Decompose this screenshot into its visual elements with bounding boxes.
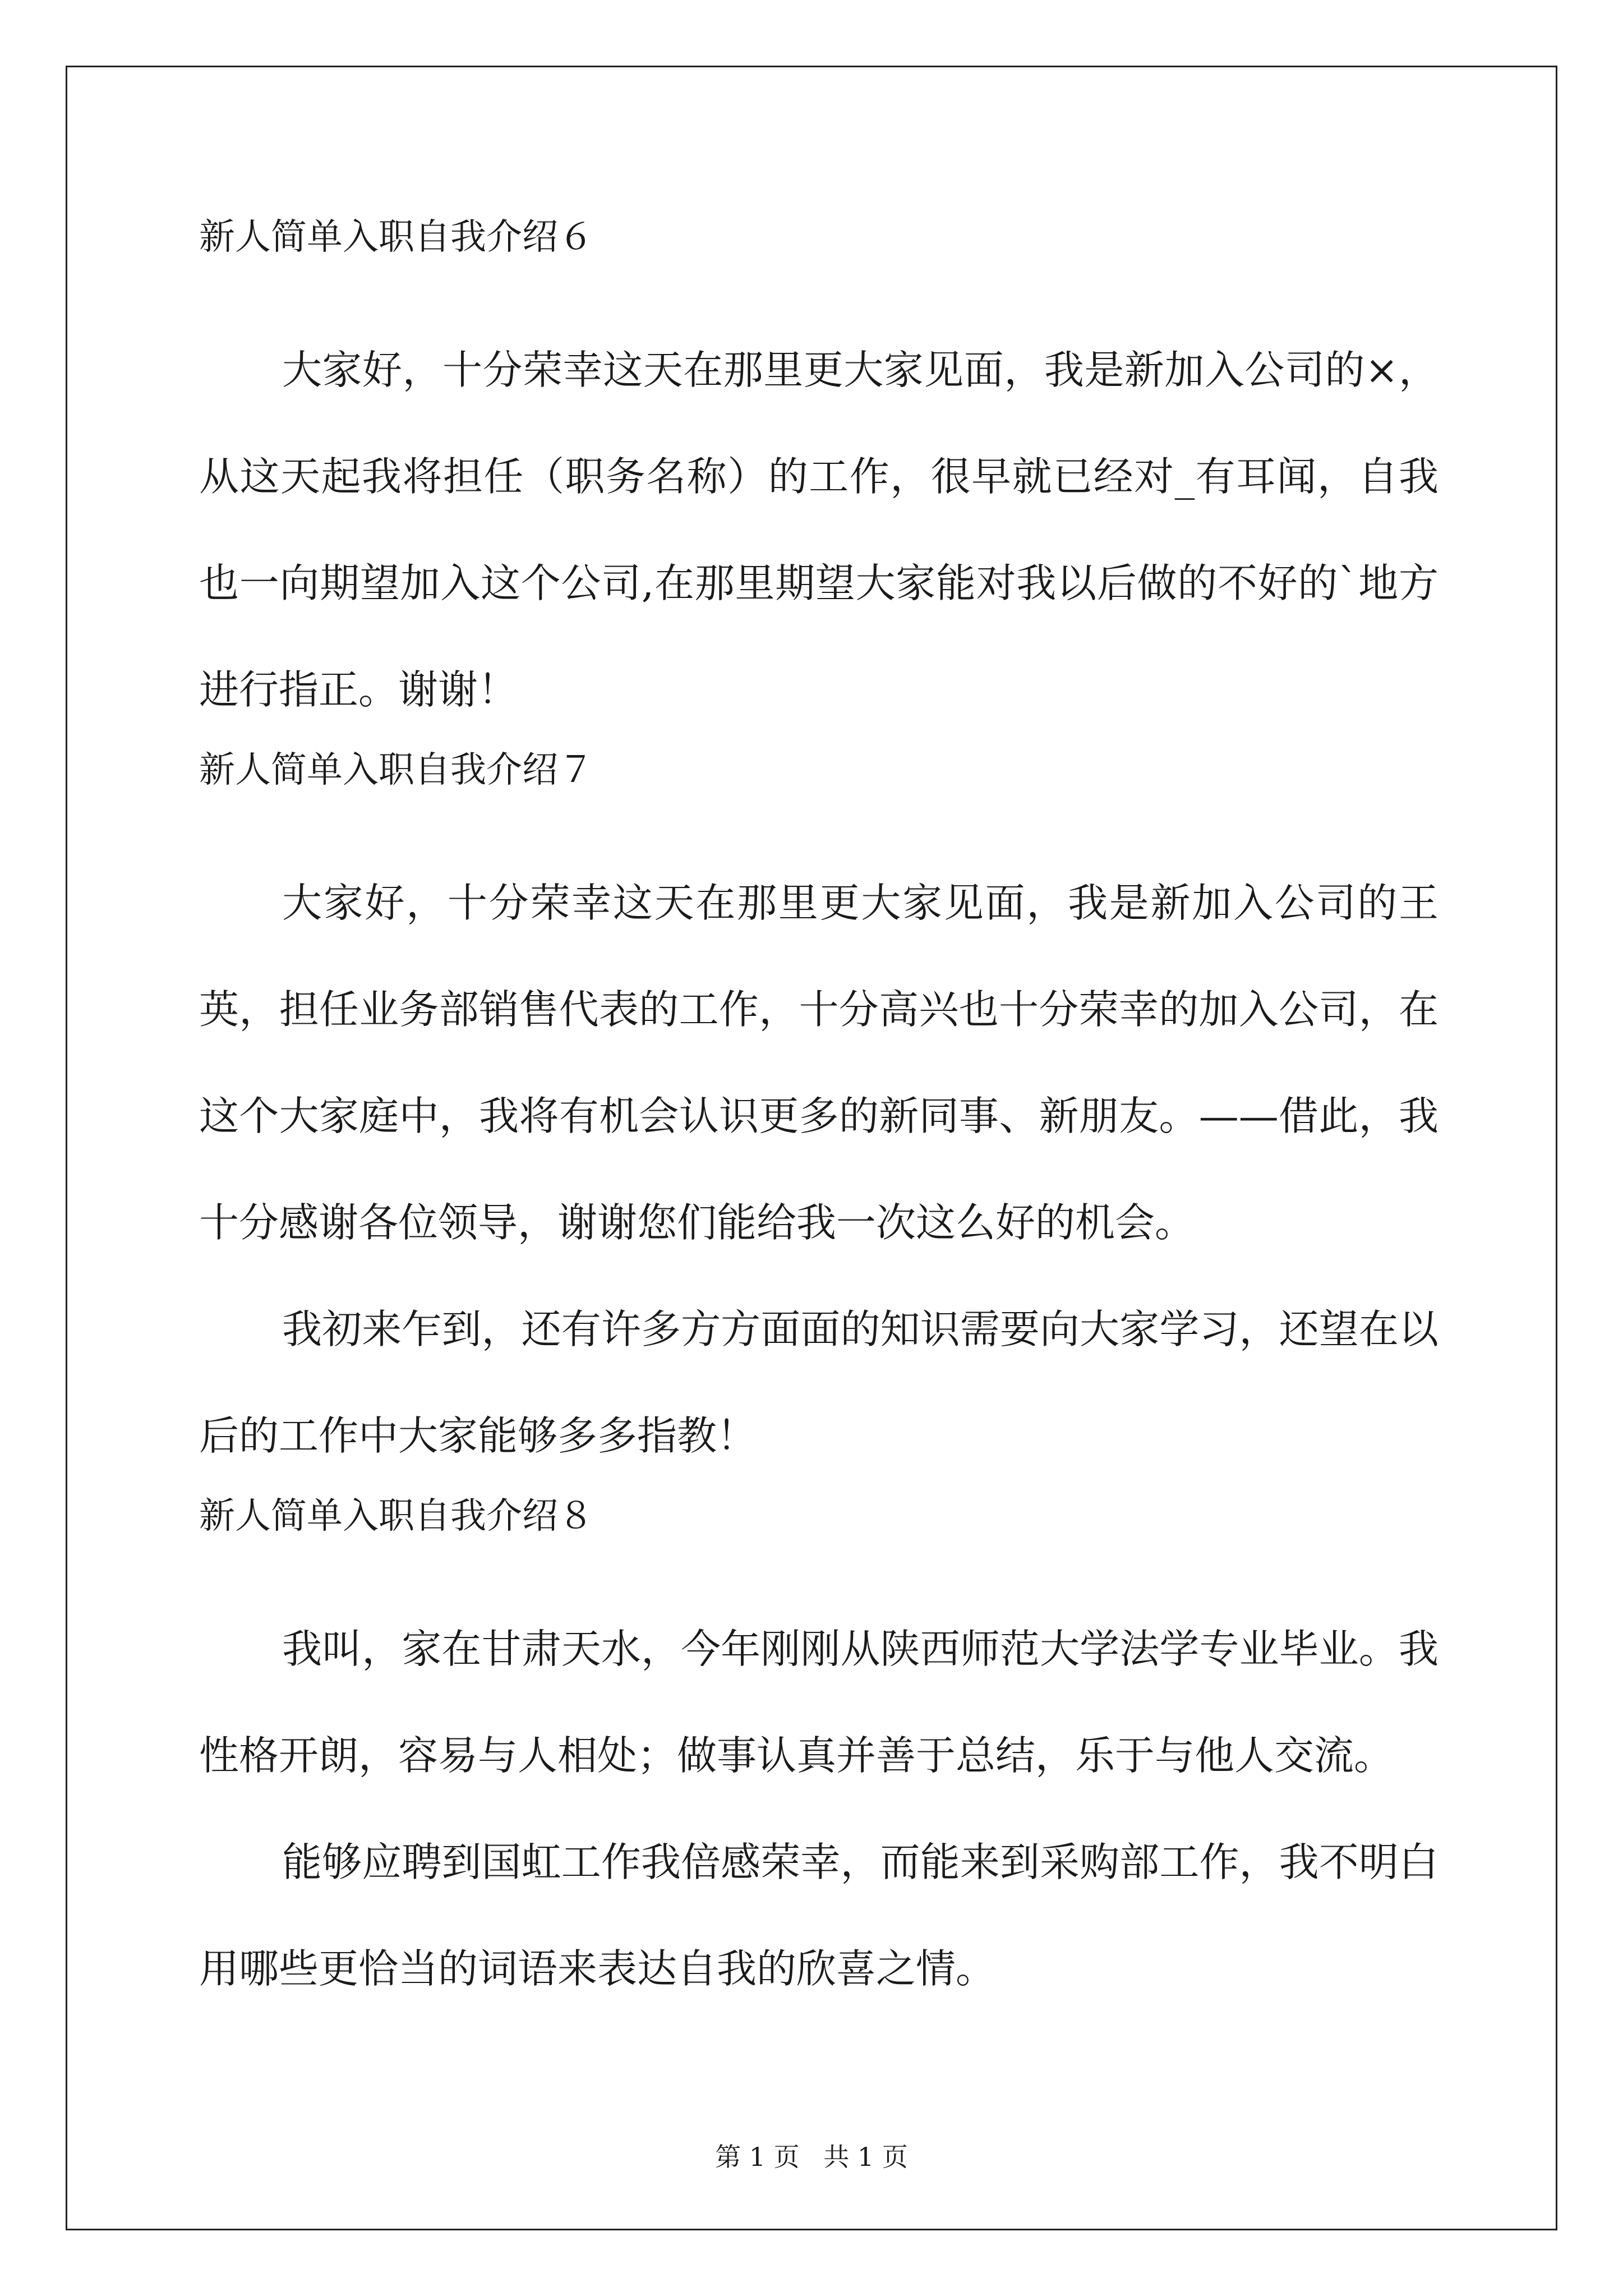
paragraph: 大家好，十分荣幸这天在那里更大家见面，我是新加入公司的王英，担任业务部销售代表的工作，十分高兴也十分荣幸的加入公司，在这个大家庭中，我将有机会认识更多的新同事、新朋友。——借此，我十分感谢各位领导，谢谢您们能给我一次这么好的机会。	[199, 880, 1438, 1246]
document-body	[199, 210, 1438, 2022]
paragraph: 我叫，家在甘肃天水，今年刚刚从陕西师范大学法学专业毕业。我性格开朗，容易与人相处；做事认真并善于总结，乐于与他人交流。	[199, 1626, 1438, 1779]
section-heading: 新人简单入职自我介绍７	[199, 749, 594, 791]
page-number: 第 1 页	[715, 2142, 800, 2172]
section-heading: 新人简单入职自我介绍８	[199, 1496, 594, 1537]
paragraph: 大家好，十分荣幸这天在那里更大家见面，我是新加入公司的×，从这天起我将担任（职务名称）的工作，很早就已经对_有耳闻，自我也一向期望加入这个公司,在那里期望大家能对我以后做的不好的`地方进行指正。谢谢！	[199, 347, 1438, 713]
section-6	[199, 210, 1438, 743]
paragraph: 能够应聘到国虹工作我倍感荣幸，而能来到采购部工作，我不明白用哪些更恰当的词语来表达自我的欣喜之情。	[199, 1839, 1438, 1992]
page-footer	[0, 2140, 1623, 2174]
page-total: 共 1 页	[823, 2142, 908, 2172]
section-heading: 新人简单入职自我介绍６	[199, 217, 594, 258]
paragraph: 我初来乍到，还有许多方方面面的知识需要向大家学习，还望在以后的工作中大家能够多多指教！	[199, 1306, 1438, 1459]
section-8	[199, 1489, 1438, 2022]
section-7	[199, 743, 1438, 1489]
